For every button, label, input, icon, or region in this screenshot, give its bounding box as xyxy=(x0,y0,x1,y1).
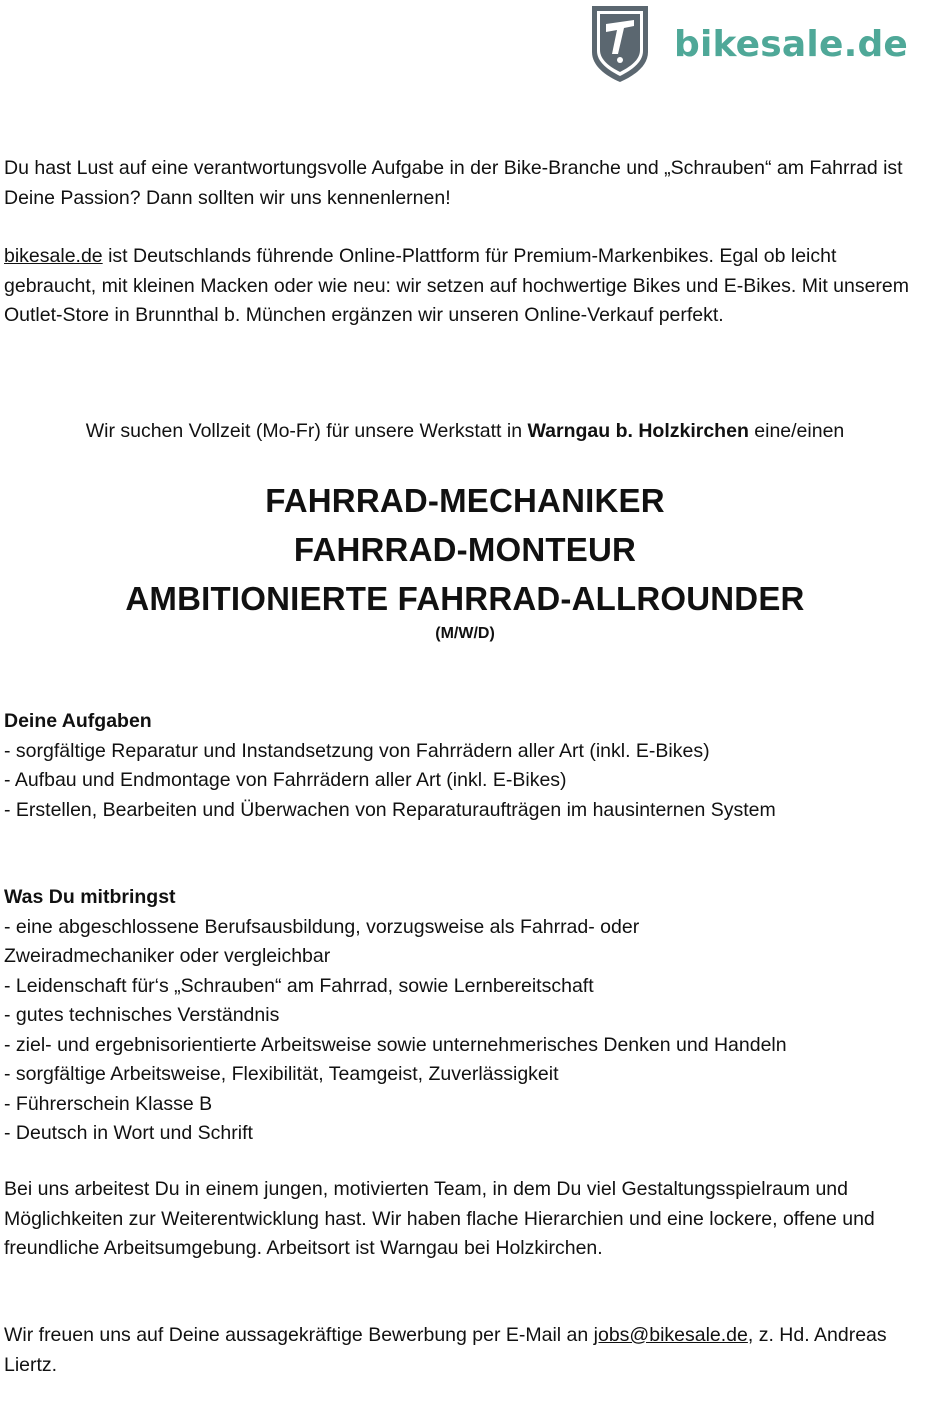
search-line xyxy=(0,417,930,447)
list-item: - Führerschein Klasse B xyxy=(4,1092,213,1115)
list-item: - sorgfältige Arbeitsweise, Flexibilität, Teamgeist, Zuverlässigkeit xyxy=(4,1063,559,1085)
list-item: - ziel- und ergebnisorientierte Arbeitsweise sowie unternehmerisches Denken und Handeln xyxy=(4,1033,787,1056)
tasks-heading: Deine Aufgaben xyxy=(4,710,152,732)
job-titles xyxy=(0,476,930,645)
requirements-section xyxy=(4,883,926,1149)
shield-logo-icon xyxy=(586,2,654,84)
brand-name: bikesale.de xyxy=(674,24,909,65)
job-title-1: FAHRRAD-MECHANIKER xyxy=(265,482,665,519)
list-item: - eine abgeschlossene Berufsausbildung, vorzugsweise als Fahrrad- oder xyxy=(4,915,640,938)
contact-paragraph xyxy=(4,1321,926,1380)
brand-logo xyxy=(586,0,909,90)
tasks-list xyxy=(4,737,926,826)
contact-suffix: , z. Hd. Andreas Liertz. xyxy=(4,1324,887,1376)
job-title-2: FAHRRAD-MONTEUR xyxy=(293,531,637,568)
list-item: - Erstellen, Bearbeiten und Überwachen von Reparaturaufträgen im hausinternen System xyxy=(4,798,776,821)
about-text: ist Deutschlands führende Online-Plattform für Premium-Markenbikes. Egal ob leicht gebraucht, mit kleinen Macken oder wie neu: wir setzen auf hochwertige Bikes und E-Bikes. Mit unserem Outlet-Store in Brunnthal b. München ergänzen wir unseren Online-Verkauf perfekt. xyxy=(4,245,910,326)
offer-paragraph: Bei uns arbeitest Du in einem jungen, motivierten Team, in dem Du viel Gestaltungsspielraum und Möglichkeiten zur Weiterentwicklung hast. Wir haben flache Hierarchien und eine lockere, offene und freundliche Arbeitsumgebung. Arbeitsort ist Warngau bei Holzkirchen. xyxy=(4,1178,875,1259)
intro-paragraph: Du hast Lust auf eine verantwortungsvolle Aufgabe in der Bike-Branche und „Schrauben“ am Fahrrad ist Deine Passion? Dann sollten wir uns kennenlernen! xyxy=(4,157,903,209)
list-item: - Leidenschaft für‘s „Schrauben“ am Fahrrad, sowie Lernbereitschaft xyxy=(4,974,594,997)
search-suffix: eine/einen xyxy=(748,420,845,442)
gender-note: (M/W/D) xyxy=(435,625,495,642)
requirements-heading: Was Du mitbringst xyxy=(4,886,176,908)
tasks-section xyxy=(4,707,926,825)
email-link[interactable]: jobs@bikesale.de xyxy=(593,1324,748,1346)
job-title-3: AMBITIONIERTE FAHRRAD-ALLROUNDER xyxy=(125,580,805,617)
requirements-list xyxy=(4,913,926,1149)
bikesale-link[interactable]: bikesale.de xyxy=(4,245,103,267)
contact-prefix: Wir freuen uns auf Deine aussagekräftige Bewerbung per E-Mail an xyxy=(4,1324,594,1346)
list-item: - sorgfältige Reparatur und Instandsetzung von Fahrrädern aller Art (inkl. E-Bikes) xyxy=(4,739,710,762)
search-location: Warngau b. Holzkirchen xyxy=(527,420,749,442)
search-prefix: Wir suchen Vollzeit (Mo-Fr) für unsere Werkstatt in xyxy=(85,420,528,442)
list-item: - Aufbau und Endmontage von Fahrrädern aller Art (inkl. E-Bikes) xyxy=(4,769,567,791)
list-item: - Deutsch in Wort und Schrift xyxy=(4,1122,253,1144)
about-paragraph xyxy=(4,242,926,331)
list-item: Zweiradmechaniker oder vergleichbar xyxy=(4,945,331,967)
list-item: - gutes technisches Verständnis xyxy=(4,1004,280,1026)
